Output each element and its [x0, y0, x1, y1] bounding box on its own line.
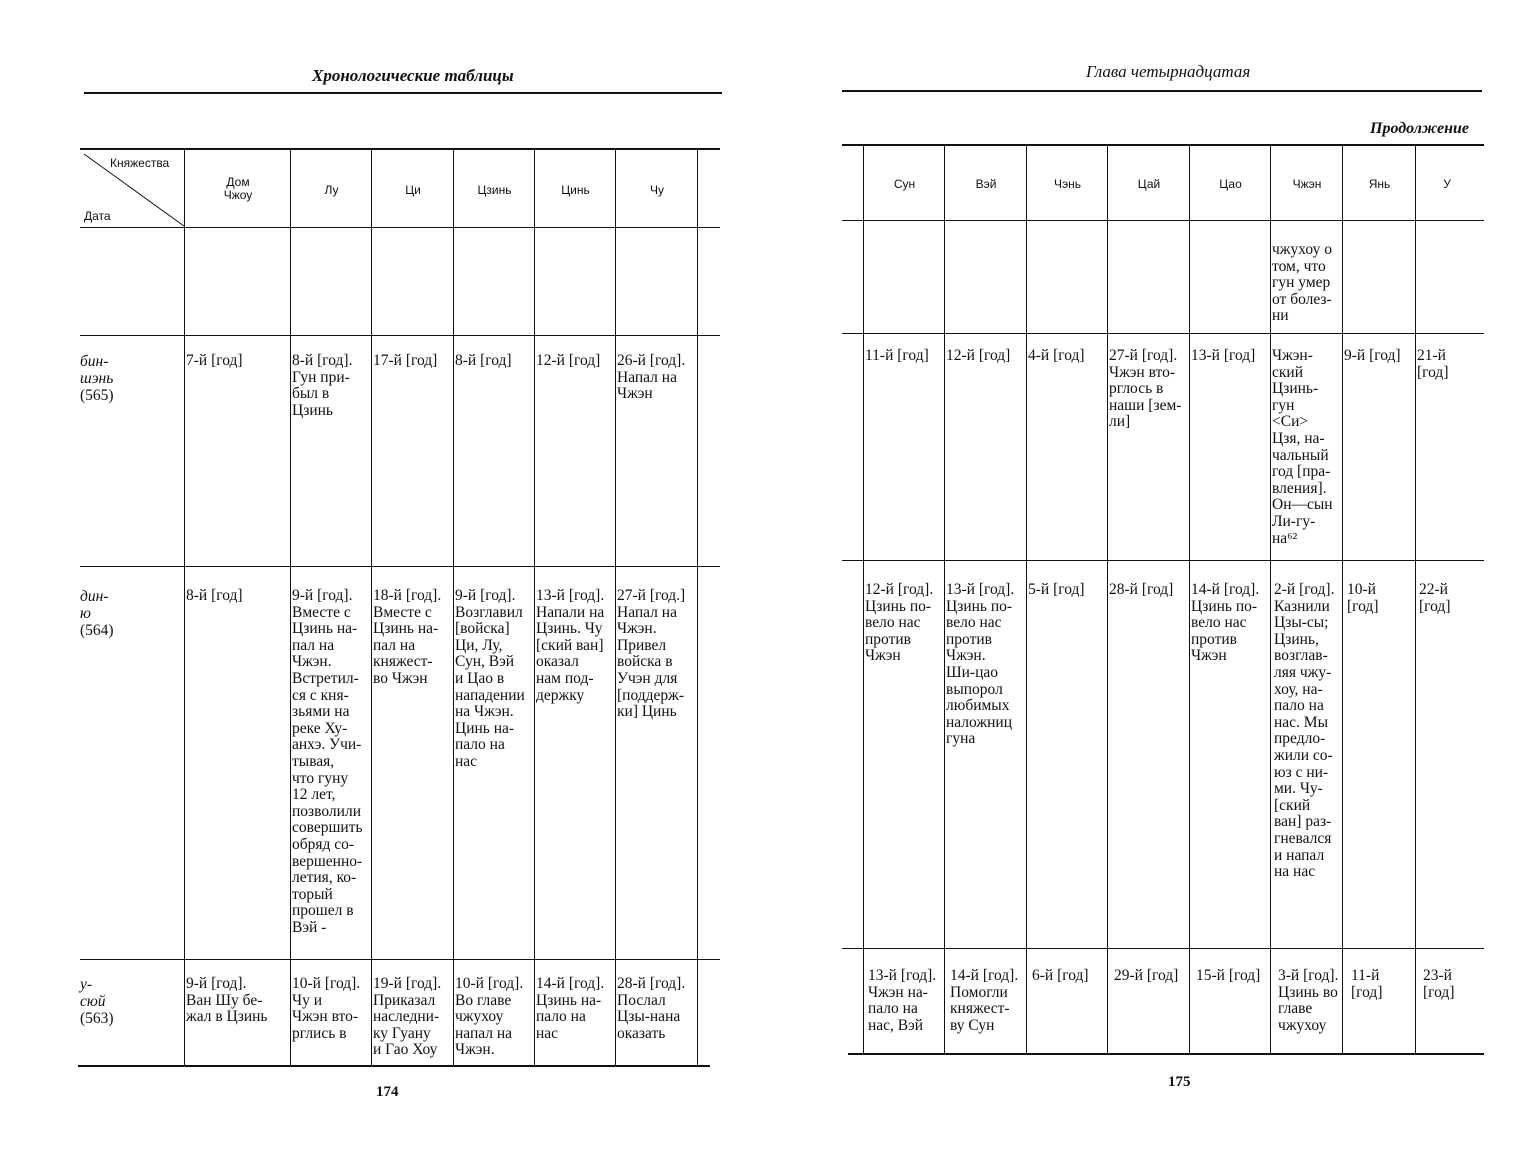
- col-header: Янь: [1368, 177, 1391, 191]
- col-header: Вэй: [975, 177, 997, 191]
- col-header: Цай: [1137, 177, 1161, 191]
- row-date: бин-шэнь (565): [80, 353, 114, 404]
- table-cell: 10-й [год]: [1347, 582, 1379, 615]
- left-table-bottom-rule: [78, 1065, 710, 1067]
- table-cell: 18-й [год]. Вместе с Цзинь на- пал на княжест- во Чжэн: [373, 588, 442, 687]
- table-cell: 8-й [год]. Гун при- был в Цзинь: [292, 353, 353, 419]
- left-row-rule-1: [80, 335, 720, 336]
- left-col-line: [534, 150, 535, 1065]
- table-cell: 11-й [год]: [1351, 968, 1383, 1001]
- left-col-line: [453, 150, 454, 1065]
- table-cell: 28-й [год]. Послал Цзы-нана оказать: [617, 976, 686, 1042]
- table-cell: 21-й [год]: [1417, 348, 1449, 381]
- left-running-head: Хронологические таблицы: [312, 66, 514, 85]
- table-cell: 23-й [год]: [1423, 968, 1455, 1001]
- table-cell: 13-й [год]: [1191, 348, 1256, 364]
- table-cell: 9-й [год]. Ван Шу бе- жал в Цзинь: [186, 976, 268, 1026]
- table-cell: 5-й [год]: [1028, 582, 1085, 598]
- col-header: Чжэн: [1292, 177, 1322, 191]
- col-header: Цзинь: [477, 183, 512, 197]
- table-cell: 11-й [год]: [865, 348, 929, 364]
- right-row-rule-2: [842, 560, 1484, 561]
- table-cell: 19-й [год]. Приказал наследни- ку Гуану и Гао Хоу: [373, 976, 442, 1059]
- table-cell: 14-й [год]. Помогли княжест- ву Сун: [950, 968, 1019, 1034]
- table-cell: 22-й [год]: [1419, 582, 1451, 615]
- col-header: Сун: [893, 177, 916, 191]
- table-cell: 8-й [год]: [455, 353, 512, 369]
- continuation-label: Продолжение: [1370, 120, 1469, 137]
- table-cell: 13-й [год]. Цзинь по- вело нас против Чжэн. Ши-цао выпорол любимых наложниц гуна: [946, 582, 1015, 748]
- table-cell: 6-й [год]: [1032, 968, 1089, 984]
- right-header-rule: [842, 220, 1484, 221]
- page-number: 175: [1168, 1074, 1191, 1090]
- table-cell: 13-й [год]. Напали на Цзинь. Чу [ский ван] оказал нам под- держку: [536, 588, 605, 704]
- table-cell: 4-й [год]: [1028, 348, 1085, 364]
- table-cell: 9-й [год]. Вместе с Цзинь на- пал на Чжэн. Встретил- ся с кня- зьями на реке Ху- анхэ. Учи- тывая, что гуну 12 лет, позволили совершить обряд со- вершенно- летия, ко- торый прошел в Вэй -: [292, 588, 363, 936]
- left-row-rule-3: [80, 959, 720, 960]
- table-cell: 26-й [год]. Напал на Чжэн: [617, 353, 686, 403]
- right-col-line: [863, 146, 864, 1053]
- table-cell: 13-й [год]. Чжэн на- пало на нас, Вэй: [868, 968, 937, 1034]
- col-header: Цао: [1219, 177, 1242, 191]
- right-table-top-rule: [842, 144, 1484, 146]
- row-date: дин-ю (564): [80, 588, 114, 639]
- table-cell: 10-й [год]. Чу и Чжэн вто- рглись в: [292, 976, 361, 1042]
- left-col-line: [697, 150, 698, 1065]
- table-cell: 9-й [год]. Возглавил [войска] Ци, Лу, Сун, Вэй и Цао в нападении на Чжэн. Цинь на- пало на нас: [455, 588, 525, 768]
- col-header: Дом Чжоу: [223, 175, 253, 202]
- col-header: Ци: [405, 183, 421, 197]
- col-header: Лу: [324, 183, 339, 197]
- table-cell: 7-й [год]: [186, 353, 243, 369]
- table-cell: 28-й [год]: [1109, 582, 1174, 598]
- left-col-line: [615, 150, 616, 1065]
- table-cell: 29-й [год]: [1114, 968, 1179, 984]
- right-col-line: [1189, 146, 1190, 1053]
- table-cell: 17-й [год]: [373, 353, 438, 369]
- page-number: 174: [376, 1084, 399, 1100]
- table-cell: 9-й [год]: [1344, 348, 1401, 364]
- left-col-line: [184, 150, 185, 1065]
- corner-label-date: Дата: [84, 209, 111, 223]
- table-cell: чжухоу о том, что гун умер от болез- ни: [1272, 242, 1332, 325]
- table-cell: 12-й [год]. Цзинь по- вело нас против Чжэн: [865, 582, 934, 665]
- corner-label-principalities: Княжества: [110, 156, 170, 170]
- row-date: у-сюй (563): [80, 976, 114, 1027]
- col-header: У: [1443, 177, 1451, 191]
- table-cell: 3-й [год]. Цзинь во главе чжухоу: [1278, 968, 1339, 1034]
- table-cell: 8-й [год]: [186, 588, 243, 604]
- table-cell: 14-й [год]. Цзинь на- пало на нас: [536, 976, 605, 1042]
- table-cell: Чжэн- ский Цзинь- гун <Си> Цзя, на- чальный год [пра- вления]. Он—сын Ли-гу- на⁶²: [1272, 348, 1333, 547]
- right-head-rule: [842, 90, 1482, 92]
- right-table-bottom-rule: [848, 1053, 1484, 1055]
- table-cell: 2-й [год]. Казнили Цзы-сы; Цзинь, возглав- ляя чжу- хоу, на- пало на нас. Мы предло- жили со- юз с ни- ми. Чу- [ский ван] раз- гневался и напал на нас: [1274, 582, 1335, 881]
- table-cell: 10-й [год]. Во главе чжухоу напал на Чжэн.: [455, 976, 524, 1059]
- left-col-line: [371, 150, 372, 1065]
- left-table-top-rule: [80, 148, 720, 150]
- right-col-line: [1026, 146, 1027, 1053]
- table-cell: 27-й [год.] Напал на Чжэн. Привел войска в Учэн для [поддерж- ки] Цинь: [617, 588, 686, 721]
- right-col-line: [1107, 146, 1108, 1053]
- right-col-line: [1415, 146, 1416, 1053]
- table-cell: 15-й [год]: [1196, 968, 1261, 984]
- col-header: Чэнь: [1054, 177, 1081, 191]
- right-col-line: [1270, 146, 1271, 1053]
- right-row-rule-1: [842, 333, 1484, 334]
- col-header: Цинь: [561, 183, 590, 197]
- right-running-head: Глава четырнадцатая: [1086, 62, 1251, 81]
- table-cell: 14-й [год]. Цзинь по- вело нас против Чжэн: [1191, 582, 1260, 665]
- right-row-rule-3: [842, 948, 1484, 949]
- table-cell: 27-й [год]. Чжэн вто- рглось в наши [зем- ли]: [1109, 348, 1182, 431]
- table-cell: 12-й [год]: [536, 353, 601, 369]
- left-col-line: [290, 150, 291, 1065]
- left-head-rule: [84, 92, 722, 94]
- left-row-rule-2: [80, 566, 720, 567]
- table-cell: 12-й [год]: [946, 348, 1011, 364]
- col-header: Чу: [650, 183, 664, 197]
